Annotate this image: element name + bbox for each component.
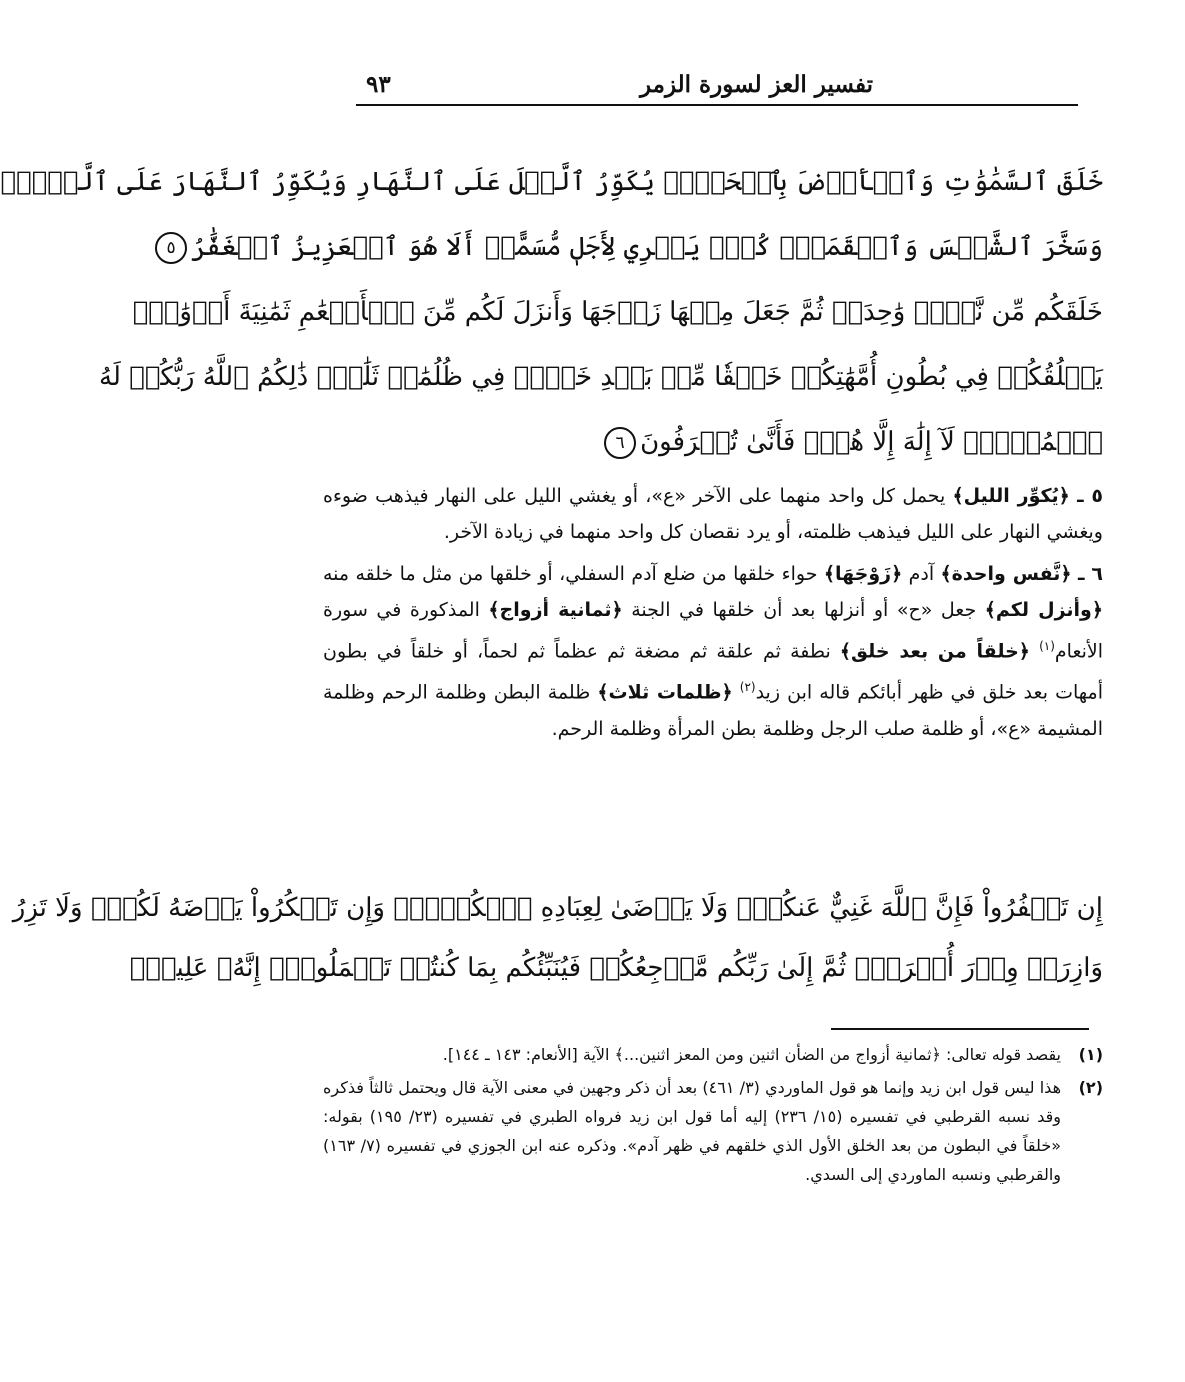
page-title: تفسير العز لسورة الزمر bbox=[639, 71, 873, 98]
quoted-phrase: ﴿زَوْجَهَا﴾ bbox=[823, 563, 903, 585]
verse-line: إِن تَكۡفُرُواْ فَإِنَّ ٱللَّهَ غَنِيٌّ عَنكُمۡۖ وَلَا يَرۡضَىٰ لِعِبَادِهِ ٱلۡكُفۡرَۖ وَإِن تَشۡكُرُواْ يَرۡضَهُ لَكُمۡۗ وَلَا تَزِرُ bbox=[12, 893, 1103, 923]
footnote-text: يقصد قوله تعالى: ﴿ثمانية أزواج من الضأن اثنين ومن المعز اثنين...﴾ الآية [الأنعام: ١٤٣ ـ ١٤٤]. bbox=[442, 1045, 1061, 1064]
ayah-number-marker: ٥ bbox=[155, 232, 187, 264]
quoted-phrase: ﴿نَّفس واحدة﴾ bbox=[940, 563, 1072, 585]
commentary-text: المذكورة في سورة الأنعام bbox=[323, 599, 1104, 663]
commentary-text: آدم bbox=[908, 563, 935, 585]
footnote bbox=[323, 1040, 1103, 1069]
footnotes-block bbox=[323, 1040, 1103, 1193]
commentary-paragraph-6 bbox=[323, 556, 1103, 747]
quran-verses-block-2 bbox=[12, 878, 1103, 998]
quoted-phrase: ﴿ثمانية أزواج﴾ bbox=[488, 599, 623, 621]
footnote-separator bbox=[831, 1028, 1089, 1030]
quoted-phrase: ﴿يُكوِّر الليل﴾ bbox=[952, 485, 1070, 507]
commentary-text: ظلمة البطن وظلمة الرحم وظلمة المشيمة «ع»، أو ظلمة صلب الرجل وظلمة بطن المرأة وظلمة الرحم. bbox=[323, 681, 1103, 740]
verse-line: يَخۡلُقُكُمۡ فِي بُطُونِ أُمَّهَٰتِكُمۡ خَلۡقٗا مِّنۢ بَعۡدِ خَلۡقٖ فِي ظُلُمَٰتٖ ثَلَٰثٖۚ ذَٰلِكُمُ ٱللَّهُ رَبُّكُمۡ لَهُ bbox=[99, 362, 1103, 392]
commentary-block bbox=[323, 478, 1103, 753]
quoted-phrase: ﴿ظلمات ثلاث﴾ bbox=[597, 681, 733, 704]
verse-line: خَلَقَ ٱلسَّمَٰوَٰتِ وَٱلۡأَرۡضَ بِٱلۡحَقِّۖ يُكَوِّرُ ٱلَّيۡلَ عَلَى ٱلنَّهَارِ وَيُكَوِّرُ ٱلنَّهَارَ عَلَى ٱلَّيۡلِۖ bbox=[0, 167, 1103, 197]
quoted-phrase: ﴿وأنزل لكم﴾ bbox=[984, 599, 1103, 621]
commentary-text: جعل «ح» أو أنزلها بعد أن خلقها في الجنة bbox=[631, 599, 977, 621]
verse-number: ٦ ـ bbox=[1077, 563, 1104, 585]
verse-line bbox=[166, 215, 1103, 280]
quoted-phrase: ﴿خلقاً من بعد خلق﴾ bbox=[839, 640, 1030, 663]
footnote-text: هذا ليس قول ابن زيد وإنما هو قول الماوردي (٣/ ٤٦١) بعد أن ذكر وجهين في معنى الآية قال ويحتمل ثالثاً فذكره وقد نسبه القرطبي في تفسيره (١٥/ ٢٣٦) إليه أما قول ابن زيد فرواه الطبري في تفسيره (٢٣/ ١٩٥) بقوله: «خلقاً في البطون من بعد الخلق الأول الذي خلقهم في ظهر آدم». وذكره عنه ابن الجوزي في تفسيره (٧/ ١٦٣) والقرطبي ونسبه الماوردي إلى السدي. bbox=[323, 1078, 1062, 1184]
ayah-number-marker: ٦ bbox=[604, 427, 636, 459]
footnote-reference[interactable]: (٢) bbox=[739, 680, 756, 695]
footnote bbox=[323, 1073, 1103, 1189]
running-head bbox=[356, 70, 1078, 106]
verse-text: ٱلۡمُلۡكُۖ لَآ إِلَٰهَ إِلَّا هُوَۖ فَأَنَّىٰ تُصۡرَفُونَ bbox=[640, 427, 1103, 457]
commentary-paragraph-5 bbox=[323, 478, 1103, 550]
footnote-reference[interactable]: (١) bbox=[1039, 639, 1055, 653]
commentary-text: حواء خلقها من ضلع آدم السفلي، أو خلقها من مثل ما خلقه منه bbox=[323, 563, 818, 585]
footnote-number: (٢) bbox=[1078, 1078, 1103, 1097]
verse-line bbox=[303, 410, 1103, 475]
verse-text: وَسَخَّرَ ٱلشَّمۡسَ وَٱلۡقَمَرَۖ كُلّٞ يَجۡرِي لِأَجَلٖ مُّسَمًّىۗ أَلَا هُوَ ٱلۡعَزِيزُ ٱلۡغَفَّٰرُ bbox=[191, 232, 1103, 262]
footnote-number: (١) bbox=[1078, 1045, 1103, 1064]
commentary-text: يحمل كل واحد منهما على الآخر «ع»، أو يغشي الليل على النهار فيذهب ضوءه ويغشي النهار على الليل فيذهب ظلمته، أو يرد نقصان كل واحد منهما في زيادة الآخر. bbox=[323, 485, 1103, 543]
commentary-text: نطفة ثم علقة ثم مضغة ثم عظماً ثم لحماً، أو خلقاً في بطون أمهات بعد خلق في ظهر أبائكم قاله ابن زيد bbox=[323, 640, 1103, 704]
verse-line: وَازِرَةٞ وِزۡرَ أُخۡرَىٰۗ ثُمَّ إِلَىٰ رَبِّكُم مَّرۡجِعُكُمۡ فَيُنَبِّئُكُم بِمَا كُنتُمۡ تَعۡمَلُونَۚ إِنَّهُۥ عَلِيمُۢ bbox=[129, 953, 1103, 983]
quran-verses-block bbox=[0, 150, 1103, 475]
verse-line: خَلَقَكُم مِّن نَّفۡسٖ وَٰحِدَةٖ ثُمَّ جَعَلَ مِنۡهَا زَوۡجَهَا وَأَنزَلَ لَكُم مِّنَ ٱلۡأَنۡعَٰمِ ثَمَٰنِيَةَ أَزۡوَٰجٖۚ bbox=[132, 297, 1103, 327]
page-number: ٩٣ bbox=[366, 71, 391, 98]
verse-number: ٥ ـ bbox=[1077, 485, 1103, 507]
